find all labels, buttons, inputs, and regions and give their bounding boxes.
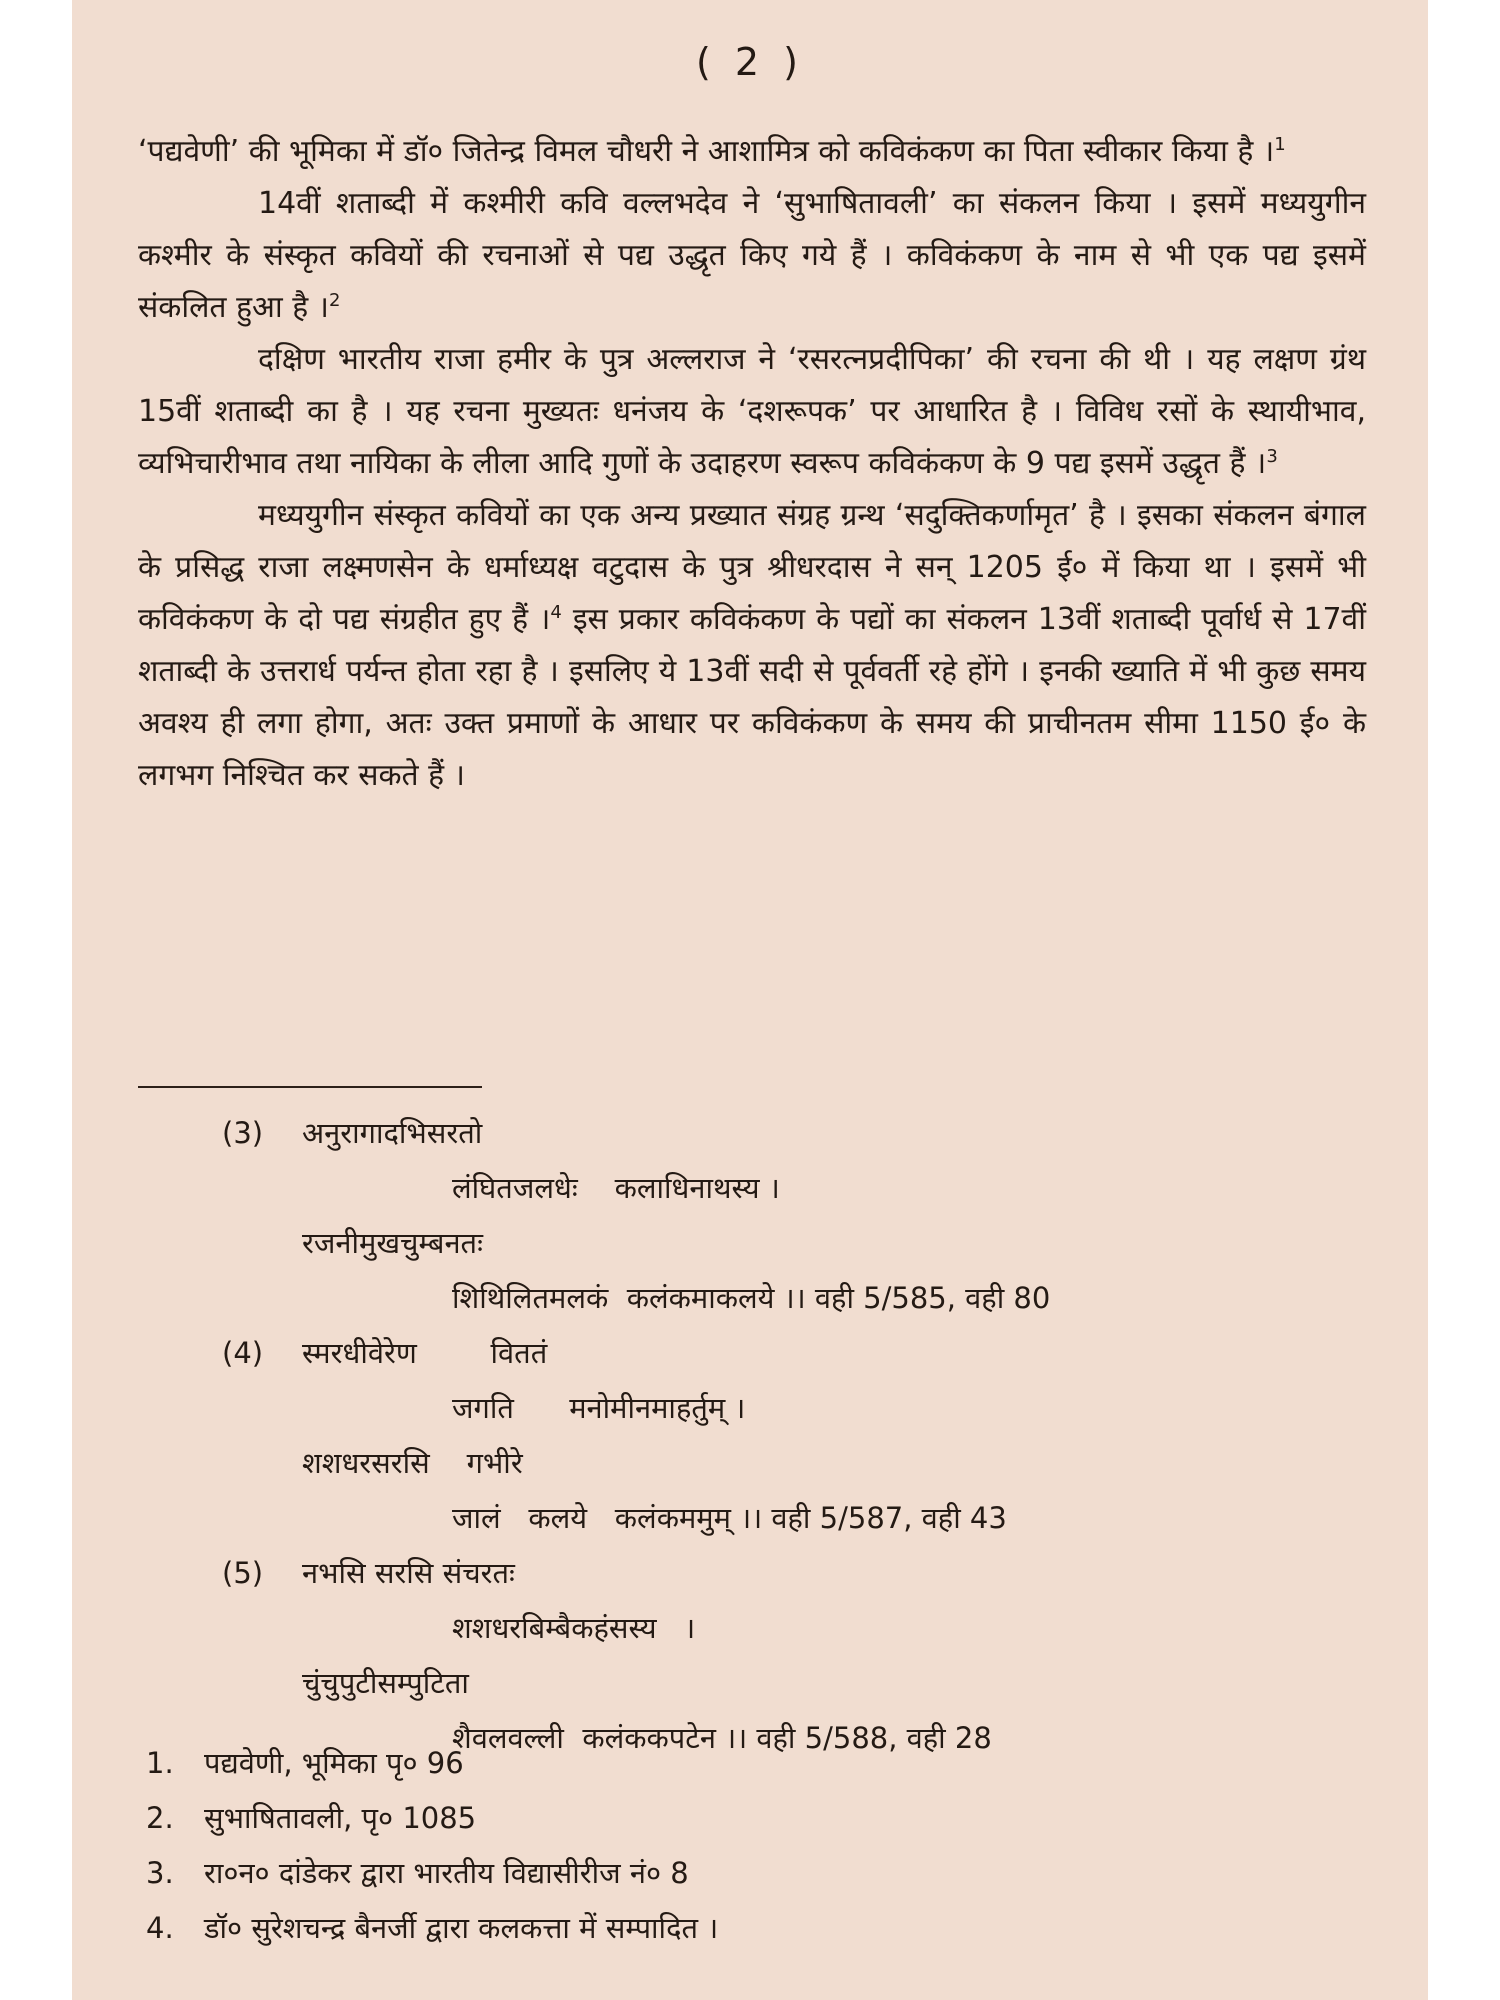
paragraph: [138, 126, 1366, 178]
verse-text: शशधरबिम्बैकहंसस्य ।: [452, 1611, 696, 1645]
page-number: ( 2 ): [696, 40, 804, 84]
verse-line: [222, 1381, 1322, 1436]
footnote: [146, 1846, 1346, 1901]
footnote-number: 3.: [146, 1856, 174, 1890]
footnote-ref: 4: [550, 602, 562, 623]
footnote-text: रा०न० दांडेकर द्वारा भारतीय विद्यासीरीज नं० 8: [204, 1856, 689, 1890]
footnote-ref: 1: [1274, 134, 1286, 155]
paragraph-text: मध्ययुगीन संस्कृत कवियों का एक अन्य प्रख्यात संग्रह ग्रन्थ ‘सदुक्तिकर्णामृत’ है । इसका संकलन बंगाल के प्रसिद्ध राजा लक्ष्मणसेन के धर्माध्यक्ष वटुदास के पुत्र श्रीधरदास ने सन् 1205 ई० में किया था । इसमें भी कविकंकण के दो पद्य संग्रहीत हुए हैं ।: [138, 498, 1366, 637]
verse-text: अनुरागादभिसरतो: [302, 1116, 483, 1150]
verse-number: (5): [222, 1556, 264, 1590]
verse-line: [222, 1161, 1322, 1216]
verse-number: (4): [222, 1336, 264, 1370]
footnote-number: 1.: [146, 1746, 174, 1780]
footnote-number: 2.: [146, 1801, 174, 1835]
verse-text: शशधरसरसि गभीरे: [302, 1446, 523, 1480]
footnote-number: 4.: [146, 1911, 174, 1945]
footnote-text: डॉ० सुरेशचन्द्र बैनर्जी द्वारा कलकत्ता में सम्पादित ।: [204, 1911, 719, 1945]
paragraph-text: ‘पद्यवेणी’ की भूमिका में डॉ० जितेन्द्र विमल चौधरी ने आशामित्र को कविकंकण का पिता स्वीकार किया है ।: [138, 134, 1275, 169]
verse-text: नभसि सरसि संचरतः: [302, 1556, 515, 1590]
verse-text: रजनीमुखचुम्बनतः: [302, 1226, 483, 1260]
paragraph-text: 14वीं शताब्दी में कश्मीरी कवि वल्लभदेव ने ‘सुभाषितावली’ का संकलन किया । इसमें मध्ययुगीन कश्मीर के संस्कृत कवियों की रचनाओं से पद्य उद्धृत किए गये हैं । कविकंकण के नाम से भी एक पद्य इसमें संकलित हुआ है ।: [138, 186, 1366, 325]
footnote-text: सुभाषितावली, पृ० 1085: [204, 1801, 477, 1835]
footnote: [146, 1736, 1346, 1791]
verse-block: [222, 1106, 1322, 1766]
paragraph-text: दक्षिण भारतीय राजा हमीर के पुत्र अल्लराज ने ‘रसरत्नप्रदीपिका’ की रचना की थी । यह लक्षण ग्रंथ 15वीं शताब्दी का है । यह रचना मुख्यतः धनंजय के ‘दशरूपक’ पर आधारित है । विविध रसों के स्थायीभाव, व्यभिचारीभाव तथा नायिका के लीला आदि गुणों के उदाहरण स्वरूप कविकंकण के 9 पद्य इसमें उद्धृत हैं ।: [138, 342, 1366, 481]
footnote-ref: 3: [1266, 446, 1278, 467]
verse-line: [222, 1326, 1322, 1381]
paragraph: [138, 334, 1366, 490]
verse-text: शैवलवल्ली कलंककपटेन ।। वही 5/588, वही 28: [452, 1721, 992, 1755]
footnote-text: पद्यवेणी, भूमिका पृ० 96: [204, 1746, 464, 1780]
verse-text: जगति मनोमीनमाहर्तुम् ।: [452, 1391, 746, 1425]
verse-text: शिथिलितमलकं कलंकमाकलये ।। वही 5/585, वही 80: [452, 1281, 1051, 1315]
verse-line: [222, 1656, 1322, 1711]
paragraph-text: इस प्रकार कविकंकण के पद्यों का संकलन 13वीं शताब्दी पूर्वार्ध से 17वीं शताब्दी के उत्तरार्ध पर्यन्त होता रहा है । इसलिए ये 13वीं सदी से पूर्ववर्ती रहे होंगे । इनकी ख्याति में भी कुछ समय अवश्य ही लगा होगा, अतः उक्त प्रमाणों के आधार पर कविकंकण के समय की प्राचीनतम सीमा 1150 ई० के लगभग निश्चित कर सकते हैं ।: [138, 602, 1366, 793]
paragraph: [138, 490, 1366, 802]
verse-text: जालं कलये कलंकममुम् ।। वही 5/587, वही 43: [452, 1501, 1007, 1535]
verse-text: लंघितजलधेः कलाधिनाथस्य ।: [452, 1171, 780, 1205]
verse-text: चुंचुपुटीसम्पुटिता: [302, 1666, 469, 1700]
verse-line: [222, 1271, 1322, 1326]
footnote: [146, 1901, 1346, 1956]
verse-line: [222, 1546, 1322, 1601]
footnote-divider: [138, 1086, 482, 1088]
footnotes: [146, 1736, 1346, 1956]
verse-number: (3): [222, 1116, 264, 1150]
verse-line: [222, 1601, 1322, 1656]
verse-line: [222, 1216, 1322, 1271]
paragraph: [138, 178, 1366, 334]
body-text: [138, 126, 1366, 802]
verse-line: [222, 1106, 1322, 1161]
verse-text: स्मरधीवेरेण विततं: [302, 1336, 548, 1370]
verse-line: [222, 1491, 1322, 1546]
footnote-ref: 2: [329, 290, 341, 311]
footnote: [146, 1791, 1346, 1846]
book-page: [72, 0, 1428, 2000]
verse-line: [222, 1436, 1322, 1491]
